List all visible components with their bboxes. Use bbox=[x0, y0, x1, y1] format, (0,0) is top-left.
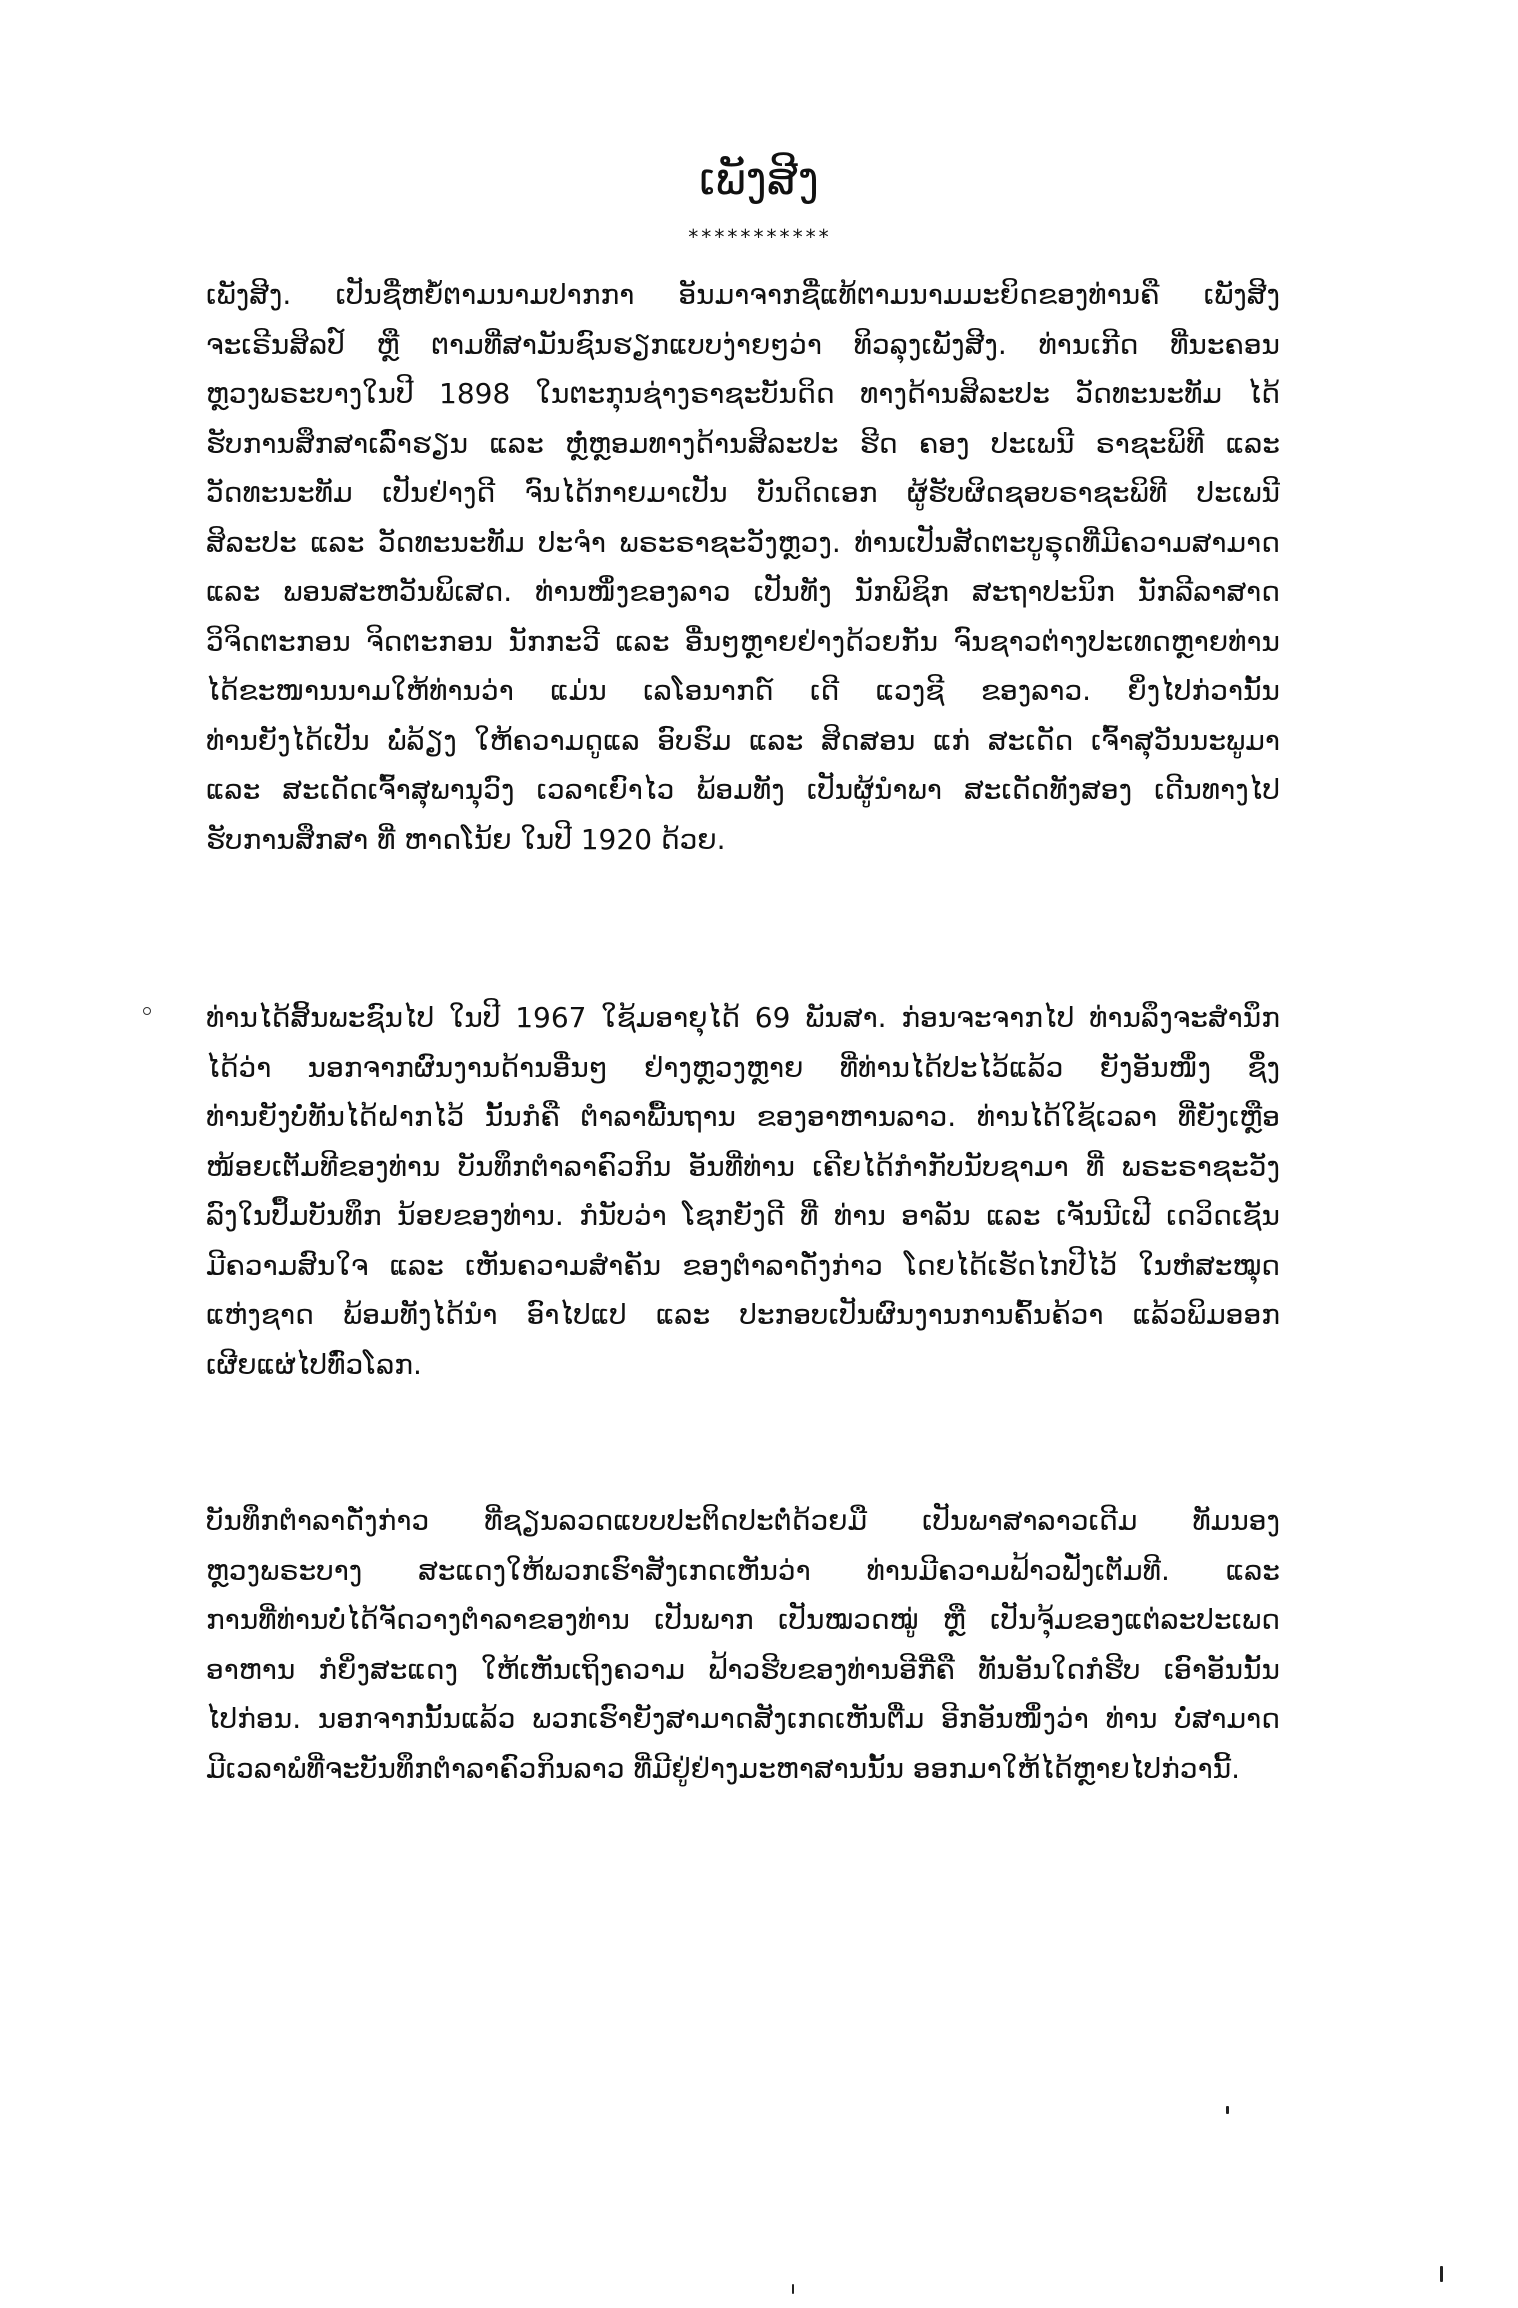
text-line: ເຜີຍແຜ່ໄປທົ່ວໂລກ. bbox=[206, 1347, 422, 1381]
text-line: ຮັບການສຶກສາ ທີ່ ຫາດໂນ້ຍ ໃນປີ 1920 ດ້ວຍ. bbox=[206, 822, 726, 856]
document-title: ເພັງສີງ bbox=[698, 154, 820, 205]
text-line: ໄປກ່ອນ. ນອກຈາກນັ້ນແລ້ວ ພວກເຮົາຍັງສາມາດສັງເກດເຫັນຕື່ມ ອີກອັນໜຶ່ງວ່າ ທ່ານ ບໍ່ສາມາດ bbox=[206, 1702, 1280, 1735]
text-line: ແລະ ສະເດັດເຈົ້າສຸພານຸວົງ ເວລາເຍົາໄວ ພ້ອມທັງ ເປັນຜູ້ນໍາພາ ສະເດັດທັງສອງ ເດີນທາງໄປ bbox=[206, 773, 1280, 806]
text-line: ເພັງສີງ. ເປັນຊື່ຫຍໍ້ຕາມນາມປາກກາ ອັນມາຈາກຊື່ແທ້ຕາມນາມມະຍິດຂອງທ່ານຄື ເພັງສີງ bbox=[206, 278, 1280, 311]
text-line: ຮັບການສຶກສາເລົ່າຮຽນ ແລະ ຫຼໍ່ຫຼອມທາງດ້ານສິລະປະ ຮີດ ຄອງ ປະເພນີ ຣາຊະພິທີ ແລະ bbox=[206, 426, 1280, 460]
text-line: ບັນທຶກຕໍາລາດັ່ງກ່າວ ທີ່ຊຽນລວດແບບປະຕິດປະຕໍ່ດ້ວຍມື ເປັນພາສາລາວເດີມ ທັມນອງ bbox=[206, 1504, 1280, 1537]
text-line: ແຫ່ງຊາດ ພ້ອມທັງໄດ້ນໍາ ອົາໄປແປ ແລະ ປະກອບເປັນຜົນງານການຄົ້ນຄ້ວາ ແລ້ວພິມອອກ bbox=[206, 1298, 1280, 1331]
text-line: ວັດທະນະທັມ ເປັນຢ່າງດີ ຈົນໄດ້ກາຍມາເປັນ ບັນດິດເອກ ຜູ້ຮັບຜິດຊອບຣາຊະພິທີ ປະເພນີ bbox=[206, 476, 1280, 509]
paragraph-3 bbox=[206, 1496, 1280, 1793]
scan-speck bbox=[1226, 2106, 1229, 2114]
scan-speck bbox=[1440, 2266, 1443, 2282]
text-line: ມີເວລາພໍທີ່ຈະບັນທຶກຕໍາລາຄົວກິນລາວ ທີ່ມີຢູ່ຢ່າງມະຫາສານນັ້ນ ອອກມາໃຫ້ໄດ້ຫຼາຍໄປກ່ວານີ້. bbox=[206, 1751, 1241, 1785]
paragraph-1 bbox=[206, 270, 1280, 864]
title-separator: *********** bbox=[687, 225, 831, 249]
text-line: ສິລະປະ ແລະ ວັດທະນະທັມ ປະຈໍາ ພຣະຣາຊະວັງຫຼວງ. ທ່ານເປັນສັດຕະບູຣຸດທີ່ມີຄວາມສາມາດ bbox=[206, 525, 1280, 559]
text-line: ມີຄວາມສົນໃຈ ແລະ ເຫັນຄວາມສໍາຄັນ ຂອງຕໍາລາດັ່ງກ່າວ ໂດຍໄດ້ເຮັດໄກປີໄວ້ ໃນຫໍສະໝຸດ bbox=[206, 1248, 1280, 1282]
scan-speck bbox=[143, 1007, 151, 1015]
text-line: ທ່ານໄດ້ສິ້ນພະຊົນໄປ ໃນປີ 1967 ໃຊ້ມອາຍຸໄດ້ 69 ພັນສາ. ກ່ອນຈະຈາກໄປ ທ່ານລຶງຈະສໍານຶກ bbox=[206, 1001, 1280, 1034]
text-line: ໜ້ອຍເຕັມທີຂອງທ່ານ ບັນທຶກຕໍາລາຄົວກິນ ອັນທີ່ທ່ານ ເຄີຍໄດ້ກໍາກັບນັບຊາມາ ທີ່ ພຣະຣາຊະວັງ bbox=[206, 1149, 1280, 1183]
scan-speck bbox=[792, 2284, 794, 2294]
text-line: ໄດ້ຂະໜານນາມໃຫ້ທ່ານວ່າ ແມ່ນ ເລໂອນາກດ໌ ເດີ ແວງຊີ ຂອງລາວ. ຍິ່ງໄປກ່ວານັ້ນ bbox=[206, 674, 1280, 707]
text-line: ແລະ ພອນສະຫວັນພິເສດ. ທ່ານໜຶ່ງຂອງລາວ ເປັນທັງ ນັກພິຊິກ ສະຖາປະນິກ ນັກລີລາສາດ bbox=[206, 575, 1280, 608]
text-line: ການທີ່ທ່ານບໍ່ໄດ້ຈັດວາງຕໍາລາຂອງທ່ານ ເປັນພາກ ເປັນໝວດໝູ່ ຫຼື ເປັນຈຸ້ມຂອງແຕ່ລະປະເພດ bbox=[206, 1603, 1280, 1636]
text-line: ລົງໃນປຶ້ມບັນທຶກ ນ້ອຍຂອງທ່ານ. ກໍນັບວ່າ ໂຊກຍັງດີ ທີ່ ທ່ານ ອາລັນ ແລະ ເຈັນນີເຟີ ເດວິດເຊັນ bbox=[206, 1199, 1280, 1232]
text-line: ທ່ານຍັງໄດ້ເປັນ ພໍ່ລ້ຽງ ໃຫ້ຄວາມດູແລ ອົບຮົມ ແລະ ສິດສອນ ແກ່ ສະເດັດ ເຈົ້າສຸວັນນະພູມາ bbox=[206, 723, 1280, 757]
text-line: ທ່ານຍັງບໍ່ທັນໄດ້ຝາກໄວ້ ນັ້ນກໍຄື ຕໍາລາພື້ນຖານ ຂອງອາຫານລາວ. ທ່ານໄດ້ໃຊ້ເວລາ ທີ່ຍັງເຫຼືອ bbox=[206, 1100, 1280, 1133]
text-line: ຫຼວງພຣະບາງ ສະແດງໃຫ້ພວກເຮົາສັງເກດເຫັນວ່າ ທ່ານມີຄວາມຟ້າວຟັ່ງເຕັມທີ. ແລະ bbox=[206, 1553, 1280, 1587]
text-line: ໄດ້ວ່າ ນອກຈາກຜົນງານດ້ານອື່ນໆ ຢ່າງຫຼວງຫຼາຍ ທີ່ທ່ານໄດ້ປະໄວ້ແລ້ວ ຍັງອັນໜຶ່ງ ຊຶ່ງ bbox=[206, 1050, 1280, 1084]
text-line: ອາຫານ ກໍຍິ່ງສະແດງ ໃຫ້ເຫັນເຖິງຄວາມ ຟ້າວຮີບຂອງທ່ານອີກີ່ຄື ທັນອັນໃດກໍຮີບ ເອົາອັນນັ້ນ bbox=[206, 1652, 1280, 1686]
text-line: ຈະເຣີນສິລປ໌ ຫຼື ຕາມທີ່ສາມັນຊົນຮຽກແບບງ່າຍໆວ່າ ທິວລຸງເພັງສີງ. ທ່ານເກີດ ທີ່ນະຄອນ bbox=[206, 327, 1280, 361]
paragraph-2 bbox=[206, 993, 1280, 1389]
text-line: ວິຈິດຕະກອນ ຈິດຕະກອນ ນັກກະວີ ແລະ ອື່ນໆຫຼາຍຢ່າງດ້ວຍກັນ ຈົນຊາວຕ່າງປະເທດຫຼາຍທ່ານ bbox=[206, 624, 1280, 658]
text-line: ຫຼວງພຣະບາງໃນປີ 1898 ໃນຕະກຸນຊ່າງຣາຊະບັນດິດ ທາງດ້ານສິລະປະ ວັດທະນະທັມ ໄດ້ bbox=[206, 377, 1280, 410]
